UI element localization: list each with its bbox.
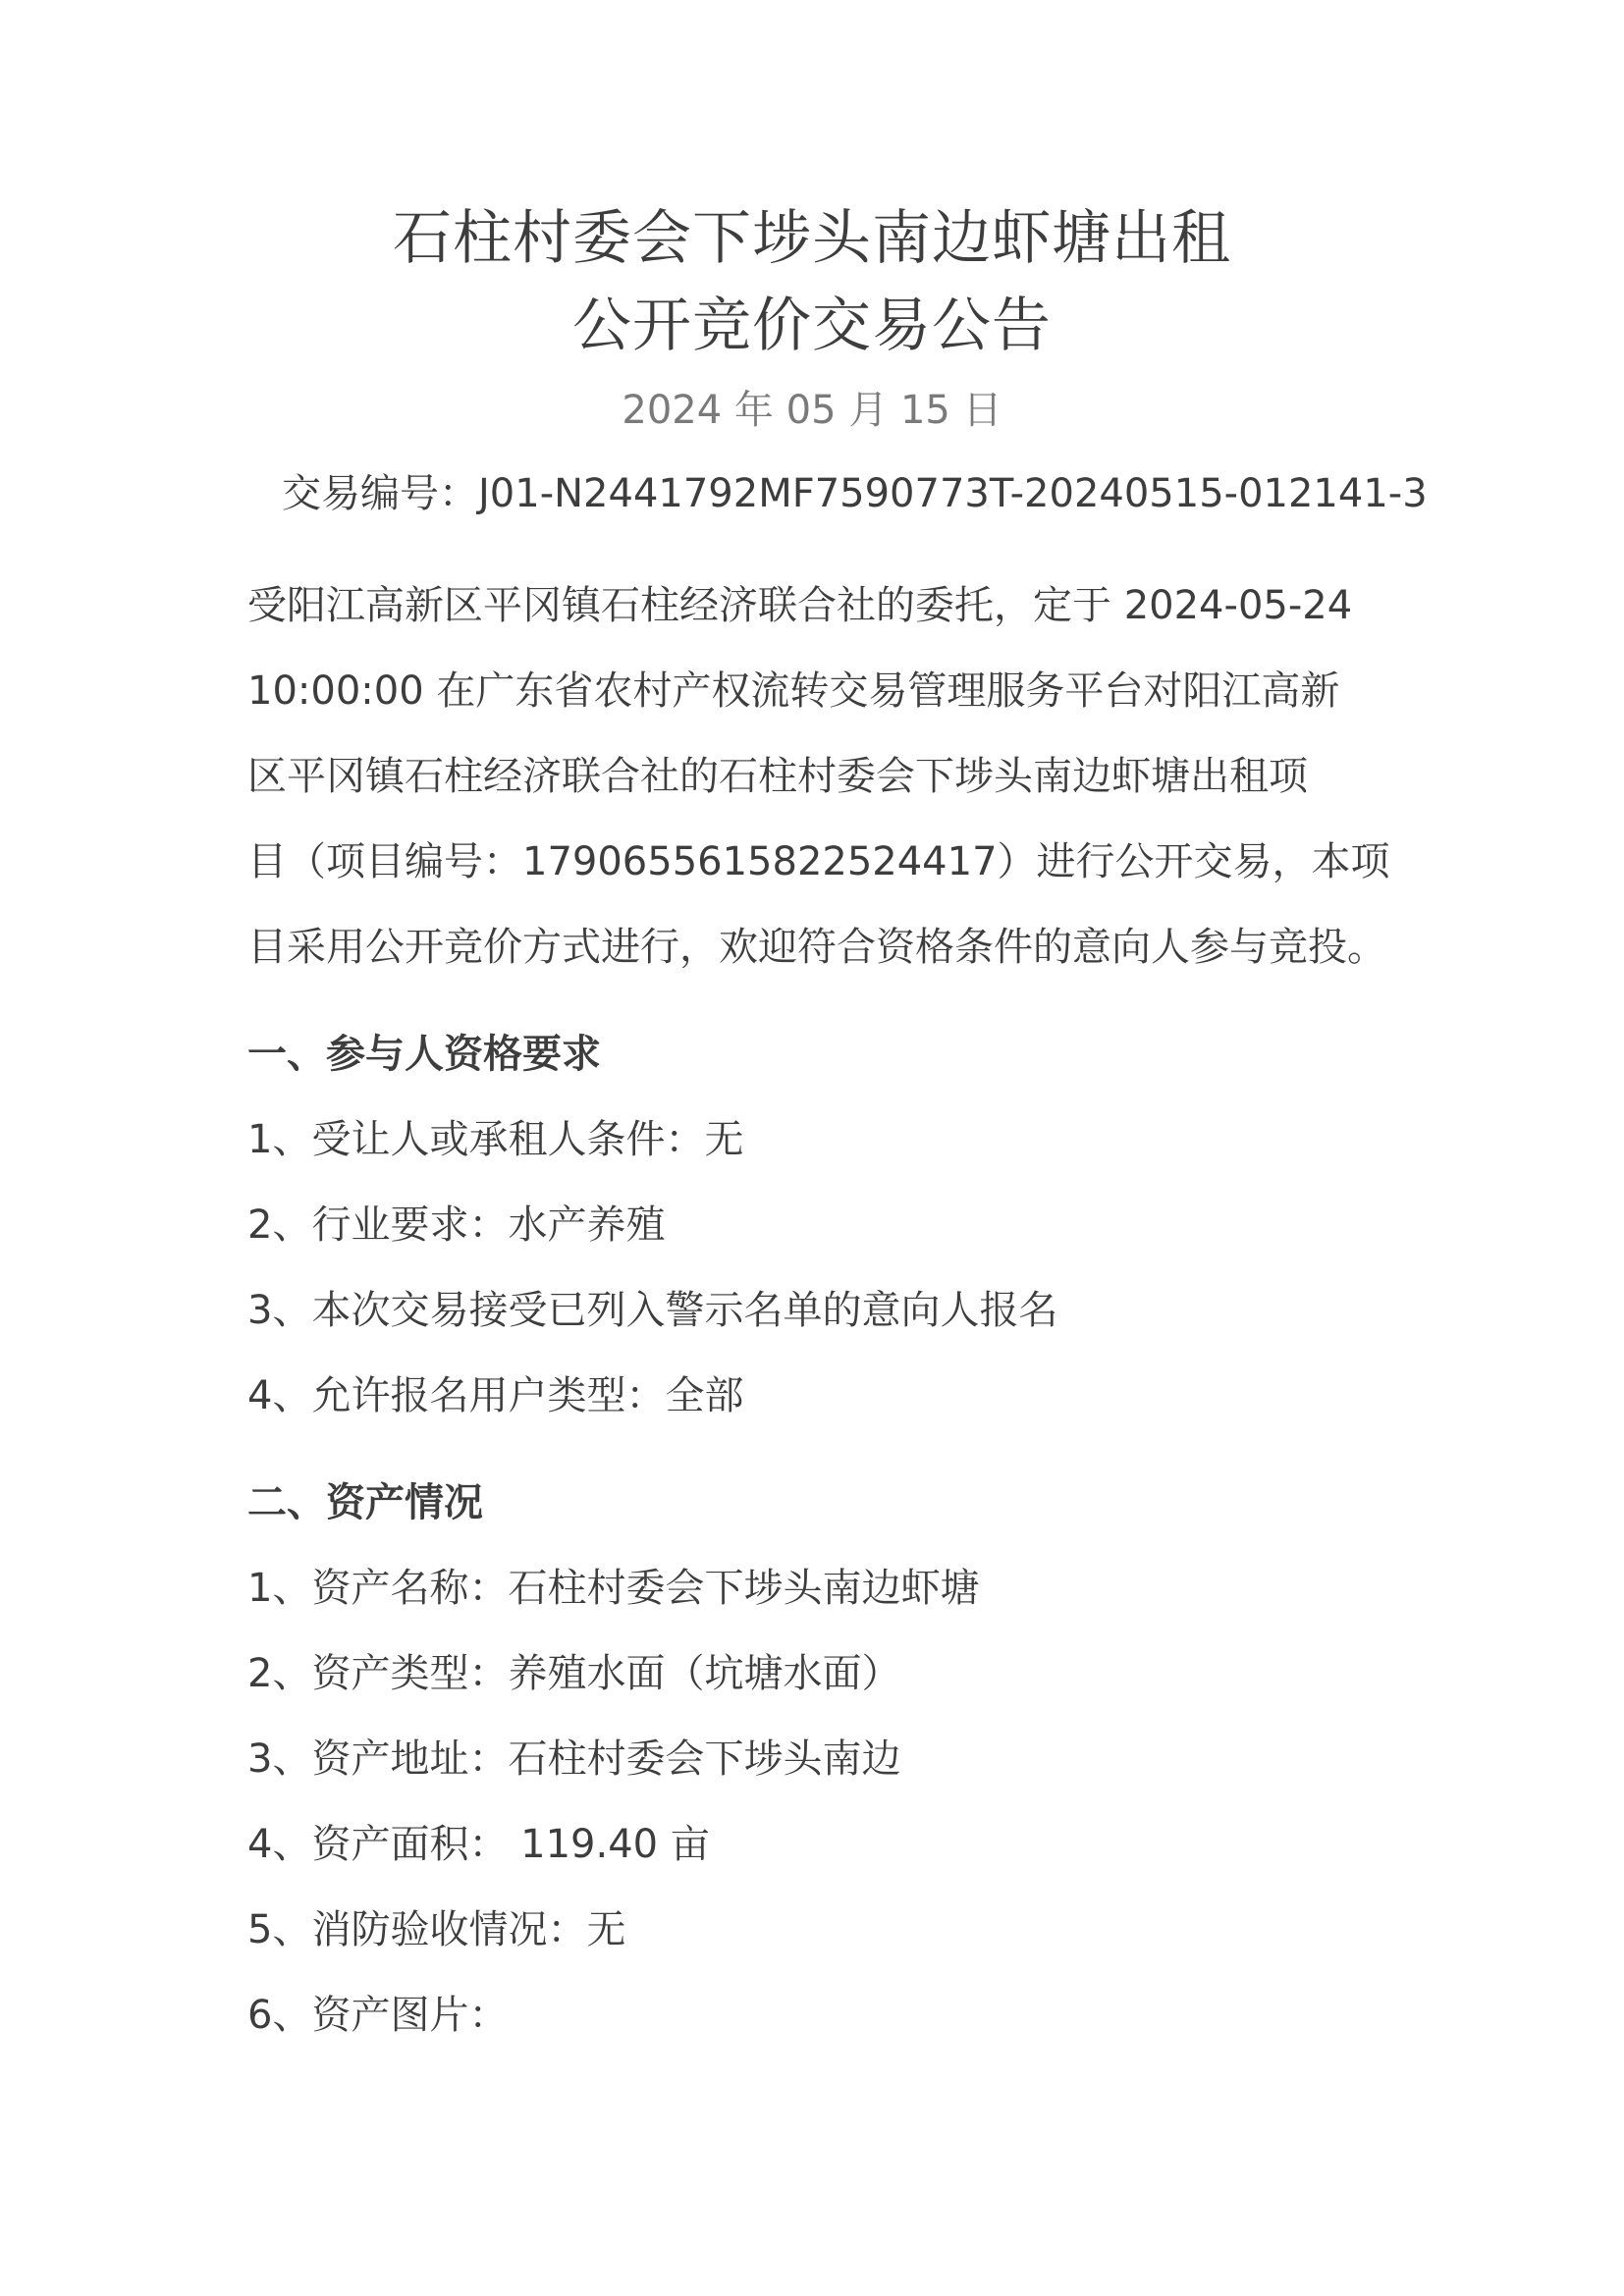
section-heading-asset: 二、资产情况 [247,1480,483,1525]
intro-line: 10:00:00 在广东省农村产权流转交易管理服务平台对阳江高新 [247,668,1340,714]
eligibility-item: 4、允许报名用户类型：全部 [247,1373,744,1418]
document-title-line2: 公开竞价交易公告 [572,292,1052,360]
announcement-date: 2024 年 05 月 15 日 [622,388,1002,433]
transaction-number: 交易编号：J01-N2441792MF7590773T-20240515-012141-3 [282,471,1428,516]
asset-item: 4、资产面积： 119.40 亩 [247,1822,710,1867]
asset-item: 2、资产类型：养殖水面（坑塘水面） [247,1651,901,1696]
asset-item: 3、资产地址：石柱村委会下埗头南边 [247,1736,901,1782]
eligibility-item: 3、本次交易接受已列入警示名单的意向人报名 [247,1288,1058,1333]
eligibility-item: 1、受让人或承租人条件：无 [247,1117,744,1162]
asset-item: 5、消防验收情况：无 [247,1907,626,1952]
eligibility-item: 2、行业要求：水产养殖 [247,1202,666,1248]
section-heading-eligibility: 一、参与人资格要求 [247,1032,601,1077]
document-title-line1: 石柱村委会下埗头南边虾塘出租 [393,204,1231,273]
intro-line: 目（项目编号：1790655615822524417）进行公开交易，本项 [247,839,1390,884]
asset-item: 1、资产名称：石柱村委会下埗头南边虾塘 [247,1566,980,1611]
intro-line: 区平冈镇石柱经济联合社的石柱村委会下埗头南边虾塘出租项 [247,754,1308,799]
asset-item: 6、资产图片： [247,1993,509,2038]
intro-line: 受阳江高新区平冈镇石柱经济联合社的委托，定于 2024-05-24 [247,583,1353,628]
intro-line: 目采用公开竞价方式进行，欢迎符合资格条件的意向人参与竞投。 [247,925,1386,970]
